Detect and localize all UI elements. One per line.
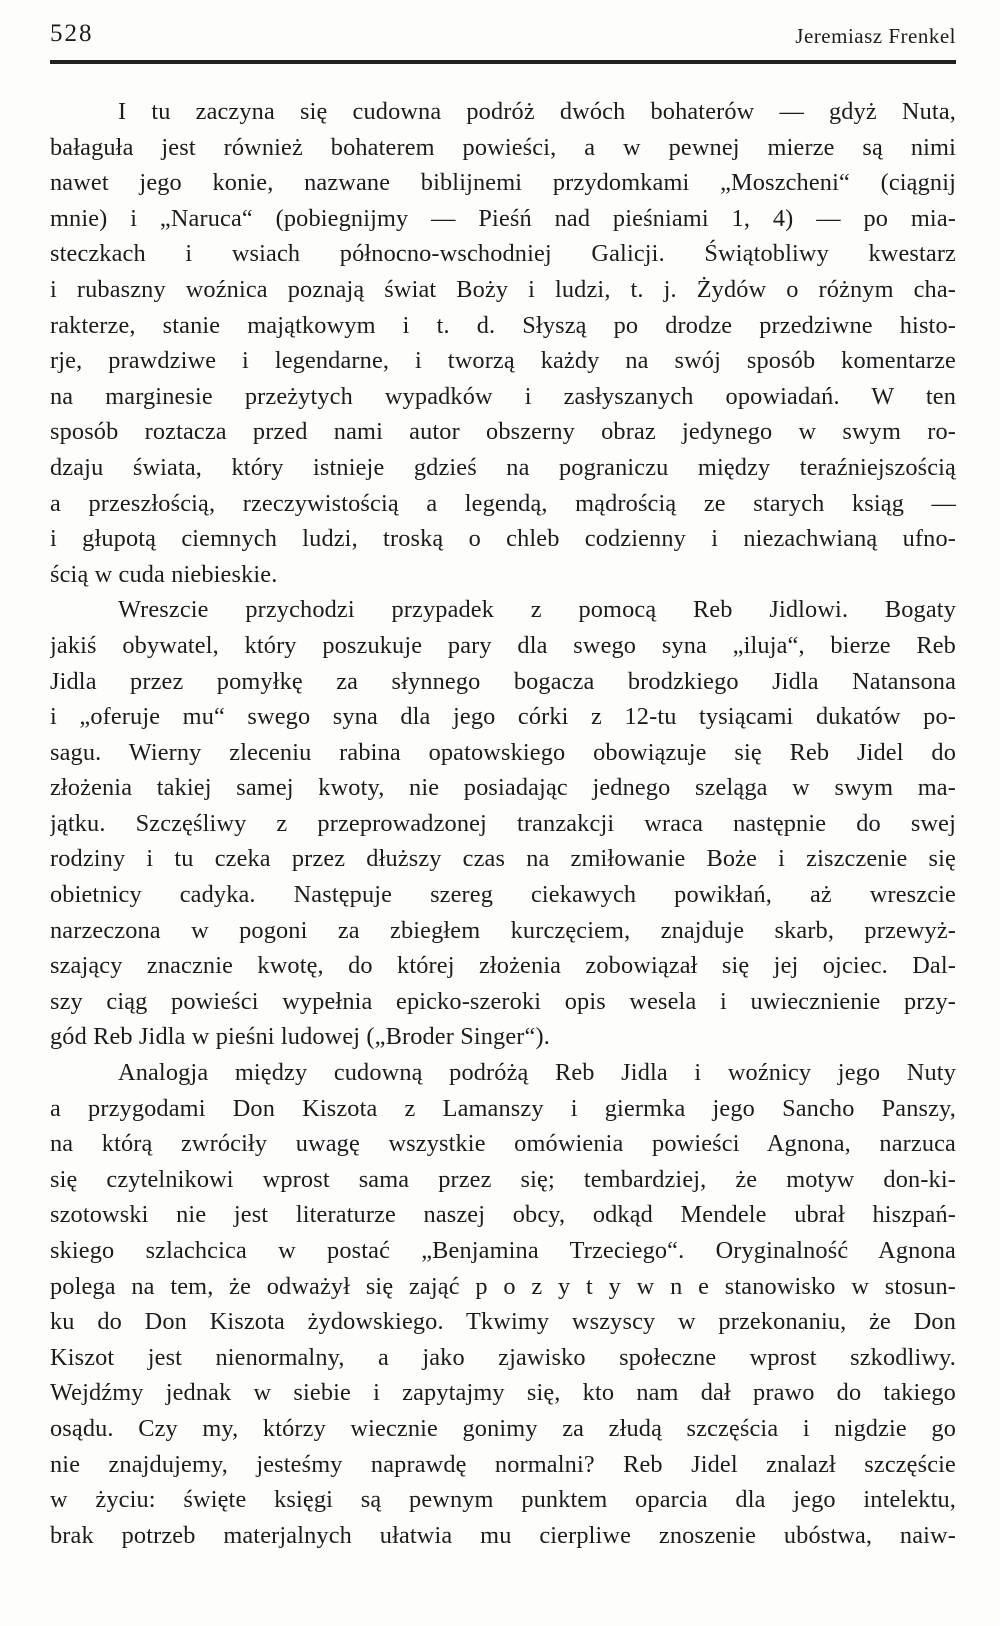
text-line: dzaju świata, który istnieje gdzieś na pograniczu między teraźniejszością bbox=[50, 453, 956, 481]
text-line: rakterze, stanie majątkowym i t. d. Słyszą po drodze przedziwne histo- bbox=[50, 311, 956, 339]
text-line: skiego szlachcica w postać „Benjamina Trzeciego“. Oryginalność Agnona bbox=[50, 1237, 956, 1264]
body-text bbox=[50, 94, 956, 1553]
text-line: Analogja między cudowną podróżą Reb Jidla i woźnicy jego Nuty bbox=[118, 1059, 956, 1087]
text-line: jakiś obywatel, który poszukuje pary dla swego syna „iluja“, bierze Reb bbox=[50, 631, 956, 659]
text-line: osądu. Czy my, którzy wiecznie gonimy za złudą szczęścia i nigdzie go bbox=[50, 1414, 956, 1442]
text-line: nawet jego konie, nazwane biblijnemi przydomkami „Moszcheni“ (ciągnij bbox=[50, 169, 956, 197]
text-line: w życiu: święte księgi są pewnym punktem oparcia dla jego intelektu, bbox=[50, 1486, 956, 1514]
text-line: Kiszot jest nienormalny, a jako zjawisko społeczne wprost szkodliwy. bbox=[50, 1343, 956, 1371]
text-line: jątku. Szczęśliwy z przeprowadzonej tranzakcji wraca następnie do swej bbox=[50, 809, 956, 837]
text-line: mnie) i „Naruca“ (pobiegnijmy — Pieśń nad pieśniami 1, 4) — po mia- bbox=[50, 204, 956, 232]
running-head: Jeremiasz Frenkel bbox=[795, 24, 956, 48]
text-line: Wreszcie przychodzi przypadek z pomocą Reb Jidlowi. Bogaty bbox=[118, 596, 956, 624]
text-line: szy ciąg powieści wypełnia epicko-szeroki opis wesela i uwiecznienie przy- bbox=[50, 987, 956, 1015]
text-line: a przygodami Don Kiszota z Lamanszy i giermka jego Sancho Panszy, bbox=[50, 1094, 956, 1122]
text-line: rodziny i tu czeka przez dłuższy czas na zmiłowanie Boże i ziszczenie się bbox=[50, 845, 956, 873]
text-line: Jidla przez pomyłkę za słynnego bogacza brodzkiego Jidla Natansona bbox=[50, 667, 956, 695]
text-line: na którą zwróciły uwagę wszystkie omówienia powieści Agnona, narzuca bbox=[50, 1130, 956, 1158]
text-line: szający znacznie kwotę, do której złożenia zobowiązał się jej ojciec. Dal- bbox=[50, 952, 956, 980]
text-line: gód Reb Jidla w pieśni ludowej („Broder Singer“). bbox=[50, 1023, 550, 1051]
header-rule bbox=[50, 60, 956, 64]
text-line: narzeczona w pogoni za zbiegłem kurczęciem, znajduje skarb, przewyż- bbox=[50, 916, 956, 944]
text-line: nie znajdujemy, jesteśmy naprawdę normalni? Reb Jidel znalazł szczęście bbox=[50, 1450, 956, 1478]
text-line: szotowski nie jest literaturze naszej obcy, odkąd Mendele ubrał hiszpań- bbox=[50, 1201, 956, 1229]
paragraph-2 bbox=[50, 592, 956, 1055]
text-line: bałaguła jest również bohaterem powieści, a w pewnej mierze są nimi bbox=[50, 133, 956, 161]
text-line: rje, prawdziwe i legendarne, i tworzą każdy na swój sposób komentarze bbox=[50, 347, 956, 375]
text-line: ścią w cuda niebieskie. bbox=[50, 560, 278, 588]
text-line: złożenia takiej samej kwoty, nie posiadając jednego szeląga w swym ma- bbox=[50, 774, 956, 802]
text-line: sagu. Wierny zleceniu rabina opatowskiego obowiązuje się Reb Jidel do bbox=[50, 738, 956, 766]
page-header bbox=[50, 18, 956, 58]
text-line: i rubaszny woźnica poznają świat Boży i ludzi, t. j. Żydów o różnym cha- bbox=[50, 275, 956, 303]
text-line: obietnicy cadyka. Następuje szereg ciekawych powikłań, aż wreszcie bbox=[50, 881, 956, 909]
text-line: a przeszłością, rzeczywistością a legendą, mądrością ze starych ksiąg — bbox=[50, 489, 956, 517]
text-line: sposób roztacza przed nami autor obszerny obraz jedynego w swym ro- bbox=[50, 418, 956, 446]
text-line: i głupotą ciemnych ludzi, troską o chleb codzienny i niezachwianą ufno- bbox=[50, 525, 956, 553]
text-line: na marginesie przeżytych wypadków i zasłyszanych opowiadań. W ten bbox=[50, 382, 956, 410]
text-line: Wejdźmy jednak w siebie i zapytajmy się, kto nam dał prawo do takiego bbox=[50, 1379, 956, 1407]
text-line: i „oferuje mu“ swego syna dla jego córki z 12-tu tysiącami dukatów po- bbox=[50, 703, 956, 731]
text-line: polega na tem, że odważył się zająć p o z y t y w n e stanowisko w stosun- bbox=[50, 1272, 956, 1300]
text-line: steczkach i wsiach północno-wschodniej Galicji. Świątobliwy kwestarz bbox=[50, 240, 956, 268]
text-line: brak potrzeb materjalnych ułatwia mu cierpliwe znoszenie ubóstwa, naiw- bbox=[50, 1521, 956, 1549]
text-line: się czytelnikowi wprost sama przez się; tembardziej, że motyw don-ki- bbox=[50, 1165, 956, 1193]
page-number: 528 bbox=[50, 20, 94, 47]
text-line: I tu zaczyna się cudowna podróż dwóch bohaterów — gdyż Nuta, bbox=[118, 98, 956, 125]
text-line: ku do Don Kiszota żydowskiego. Tkwimy wszyscy w przekonaniu, że Don bbox=[50, 1308, 956, 1336]
paragraph-3 bbox=[50, 1055, 956, 1553]
paragraph-1 bbox=[50, 94, 956, 592]
